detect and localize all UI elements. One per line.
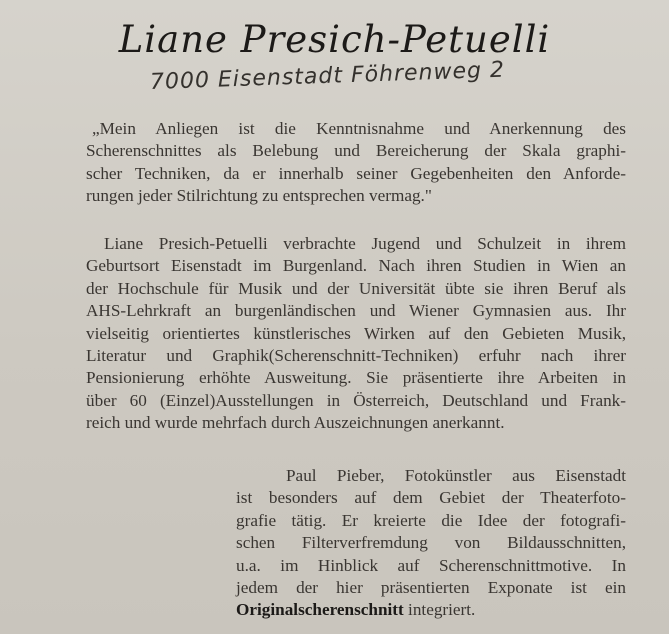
pieber-line: Paul Pieber, Fotokünstler aus Eisenstadt: [286, 466, 626, 485]
quote-line: Scherenschnittes als Belebung und Bereicherung der Skala graphi-: [86, 141, 626, 161]
photographer-paragraph: [236, 465, 626, 622]
original-cutout-emphasis: Originalscherenschnitt: [236, 600, 404, 620]
bio-line: der Hochschule für Musik und der Universität übte sie ihren Beruf als: [86, 278, 626, 298]
handwritten-address-note: 7000 Eisenstadt Föhrenweg 2: [149, 57, 506, 95]
pieber-line: ist besonders auf dem Gebiet der Theaterfoto-: [236, 488, 626, 508]
quote-line: scher Techniken, da er innerhalb seiner Gegebenheiten den Anforde-: [86, 163, 626, 183]
bio-line: AHS-Lehrkraft an burgenländischen und Wiener Gymnasien aus. Ihr: [86, 301, 626, 321]
pieber-last-line-rest: integriert.: [403, 600, 476, 620]
bio-line: Literatur und Graphik(Scherenschnitt-Techniken) erfuhr nach ihrer: [86, 346, 626, 366]
bio-line: Geburtsort Eisenstadt im Burgenland. Nach ihren Studien in Wien an: [86, 256, 626, 276]
artist-quote-paragraph: [86, 118, 626, 208]
pieber-line: u.a. im Hinblick auf Scherenschnittmotive. In: [236, 555, 626, 575]
quote-line: rungen jeder Stilrichtung zu entsprechen vermag.": [86, 186, 432, 206]
pieber-line: jedem der hier präsentierten Exponate ist ein: [236, 578, 626, 598]
pieber-line: schen Filterverfremdung von Bildausschnitten,: [236, 533, 626, 553]
bio-line: reich und wurde mehrfach durch Auszeichnungen anerkannt.: [86, 413, 505, 433]
quote-line: „Mein Anliegen ist die Kenntnisnahme und Anerkennung des: [92, 119, 626, 138]
bio-line: vielseitig orientiertes künstlerisches Wirken auf den Gebieten Musik,: [86, 323, 626, 343]
biography-paragraph: [86, 233, 626, 435]
artist-name-title: Liane Presich-Petuelli: [118, 18, 551, 61]
bio-line: über 60 (Einzel)Ausstellungen in Österreich, Deutschland und Frank-: [86, 390, 626, 410]
bio-line: Pensionierung erhöhte Ausweitung. Sie präsentierte ihre Arbeiten in: [86, 368, 626, 388]
pieber-line: grafie tätig. Er kreierte die Idee der fotografi-: [236, 510, 626, 530]
bio-line: Liane Presich-Petuelli verbrachte Jugend und Schulzeit in ihrem: [104, 234, 626, 253]
pieber-last-line: [236, 599, 626, 621]
